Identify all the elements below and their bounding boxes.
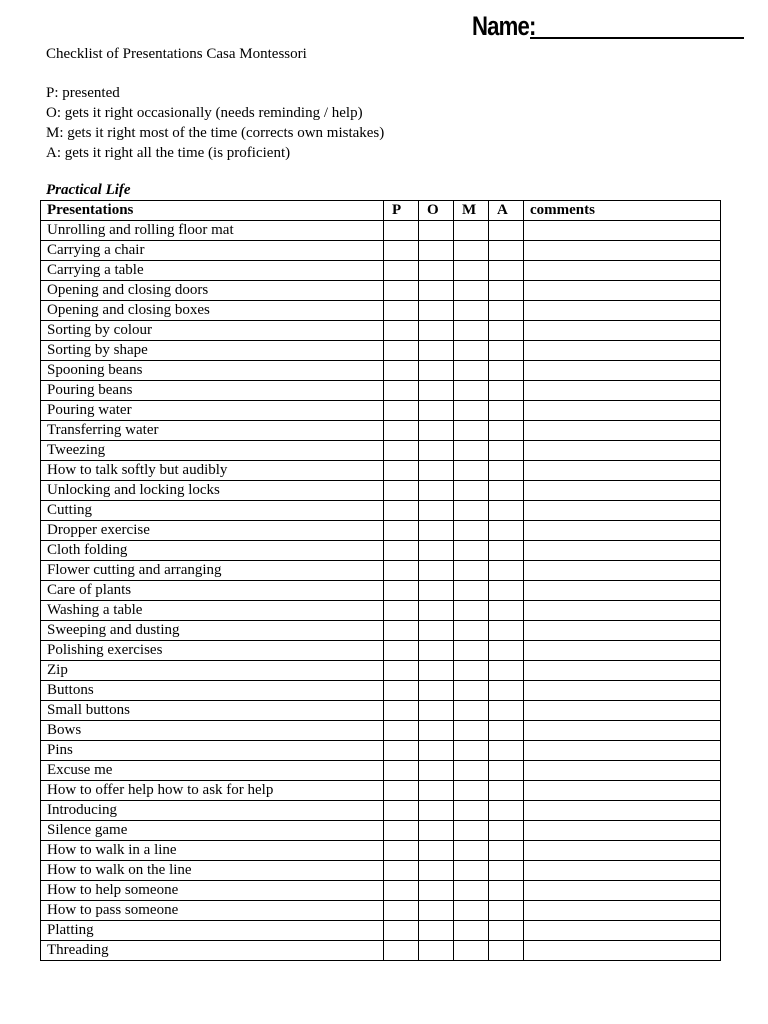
table-row: [41, 461, 721, 481]
checkbox-cell-o[interactable]: [419, 541, 454, 561]
checkbox-cell-p[interactable]: [384, 321, 419, 341]
name-label: Name:: [472, 11, 536, 41]
comments-cell[interactable]: [524, 781, 721, 801]
checkbox-cell-o[interactable]: [419, 281, 454, 301]
checkbox-cell-m[interactable]: [454, 541, 489, 561]
table-row: [41, 661, 721, 681]
presentation-name: Threading: [41, 941, 384, 961]
comments-cell[interactable]: [524, 241, 721, 261]
presentation-name: Cloth folding: [41, 541, 384, 561]
checkbox-cell-m[interactable]: [454, 681, 489, 701]
presentation-name: Silence game: [41, 821, 384, 841]
presentation-name: How to offer help how to ask for help: [41, 781, 384, 801]
checkbox-cell-p[interactable]: [384, 681, 419, 701]
comments-cell[interactable]: [524, 481, 721, 501]
presentation-name: How to help someone: [41, 881, 384, 901]
presentation-name: Bows: [41, 721, 384, 741]
checkbox-cell-o[interactable]: [419, 381, 454, 401]
checkbox-cell-a[interactable]: [489, 241, 524, 261]
presentation-name: Transferring water: [41, 421, 384, 441]
presentation-name: Opening and closing boxes: [41, 301, 384, 321]
table-row: [41, 801, 721, 821]
comments-cell[interactable]: [524, 661, 721, 681]
presentation-name: Care of plants: [41, 581, 384, 601]
checkbox-cell-o[interactable]: [419, 401, 454, 421]
presentation-name: How to talk softly but audibly: [41, 461, 384, 481]
checkbox-cell-a[interactable]: [489, 261, 524, 281]
checkbox-cell-a[interactable]: [489, 781, 524, 801]
checkbox-cell-o[interactable]: [419, 661, 454, 681]
comments-cell[interactable]: [524, 261, 721, 281]
checkbox-cell-m[interactable]: [454, 501, 489, 521]
checkbox-cell-o[interactable]: [419, 441, 454, 461]
checkbox-cell-m[interactable]: [454, 401, 489, 421]
comments-cell[interactable]: [524, 441, 721, 461]
comments-cell[interactable]: [524, 461, 721, 481]
checkbox-cell-p[interactable]: [384, 261, 419, 281]
checkbox-cell-p[interactable]: [384, 401, 419, 421]
comments-cell[interactable]: [524, 561, 721, 581]
column-header-presentations: Presentations: [41, 201, 384, 221]
table-row: [41, 301, 721, 321]
presentation-name: Pins: [41, 741, 384, 761]
checkbox-cell-m[interactable]: [454, 481, 489, 501]
table-row: [41, 561, 721, 581]
checkbox-cell-m[interactable]: [454, 281, 489, 301]
table-row: [41, 501, 721, 521]
legend-item-a: A: gets it right all the time (is proficient): [46, 145, 291, 161]
table-row: [41, 521, 721, 541]
presentation-name: Pouring water: [41, 401, 384, 421]
comments-cell[interactable]: [524, 881, 721, 901]
comments-cell[interactable]: [524, 601, 721, 621]
column-header-o: O: [419, 201, 454, 221]
comments-cell[interactable]: [524, 801, 721, 821]
checkbox-cell-p[interactable]: [384, 921, 419, 941]
checkbox-cell-m[interactable]: [454, 241, 489, 261]
presentation-name: Sorting by colour: [41, 321, 384, 341]
checkbox-cell-a[interactable]: [489, 621, 524, 641]
checkbox-cell-o[interactable]: [419, 881, 454, 901]
table-row: [41, 861, 721, 881]
table-row: [41, 721, 721, 741]
checkbox-cell-a[interactable]: [489, 481, 524, 501]
checkbox-cell-a[interactable]: [489, 841, 524, 861]
checkbox-cell-p[interactable]: [384, 841, 419, 861]
comments-cell[interactable]: [524, 501, 721, 521]
presentation-name: Unlocking and locking locks: [41, 481, 384, 501]
comments-cell[interactable]: [524, 581, 721, 601]
comments-cell[interactable]: [524, 281, 721, 301]
comments-cell[interactable]: [524, 821, 721, 841]
table-row: [41, 941, 721, 961]
checkbox-cell-a[interactable]: [489, 701, 524, 721]
checkbox-cell-m[interactable]: [454, 461, 489, 481]
name-field[interactable]: [472, 4, 550, 40]
checkbox-cell-a[interactable]: [489, 601, 524, 621]
checkbox-cell-a[interactable]: [489, 401, 524, 421]
checkbox-cell-a[interactable]: [489, 801, 524, 821]
presentation-name: Washing a table: [41, 601, 384, 621]
checkbox-cell-o[interactable]: [419, 801, 454, 821]
table-row: [41, 841, 721, 861]
table-row: [41, 881, 721, 901]
checkbox-cell-a[interactable]: [489, 681, 524, 701]
section-title: Practical Life: [46, 182, 131, 198]
checkbox-cell-m[interactable]: [454, 761, 489, 781]
table-row: [41, 541, 721, 561]
presentation-name: Spooning beans: [41, 361, 384, 381]
table-row: [41, 221, 721, 241]
legend: [46, 83, 384, 163]
checkbox-cell-o[interactable]: [419, 221, 454, 241]
table-row: [41, 761, 721, 781]
legend-item-m: M: gets it right most of the time (corrects own mistakes): [46, 125, 385, 141]
comments-cell[interactable]: [524, 701, 721, 721]
presentation-name: Introducing: [41, 801, 384, 821]
checkbox-cell-a[interactable]: [489, 941, 524, 961]
checkbox-cell-p[interactable]: [384, 761, 419, 781]
checkbox-cell-o[interactable]: [419, 841, 454, 861]
checkbox-cell-m[interactable]: [454, 941, 489, 961]
checkbox-cell-m[interactable]: [454, 561, 489, 581]
checkbox-cell-m[interactable]: [454, 601, 489, 621]
checkbox-cell-m[interactable]: [454, 261, 489, 281]
comments-cell[interactable]: [524, 681, 721, 701]
table-row: [41, 921, 721, 941]
checkbox-cell-m[interactable]: [454, 861, 489, 881]
checkbox-cell-o[interactable]: [419, 721, 454, 741]
checkbox-cell-m[interactable]: [454, 441, 489, 461]
checkbox-cell-p[interactable]: [384, 881, 419, 901]
checkbox-cell-o[interactable]: [419, 761, 454, 781]
table-row: [41, 241, 721, 261]
checkbox-cell-p[interactable]: [384, 821, 419, 841]
comments-cell[interactable]: [524, 721, 721, 741]
checkbox-cell-o[interactable]: [419, 861, 454, 881]
checkbox-cell-a[interactable]: [489, 441, 524, 461]
table-row: [41, 441, 721, 461]
presentation-name: How to walk in a line: [41, 841, 384, 861]
checkbox-cell-o[interactable]: [419, 501, 454, 521]
table-header-row: [41, 201, 721, 221]
table-row: [41, 741, 721, 761]
comments-cell[interactable]: [524, 641, 721, 661]
presentation-name: How to pass someone: [41, 901, 384, 921]
checkbox-cell-p[interactable]: [384, 421, 419, 441]
checkbox-cell-o[interactable]: [419, 681, 454, 701]
checkbox-cell-m[interactable]: [454, 321, 489, 341]
checkbox-cell-a[interactable]: [489, 221, 524, 241]
checkbox-cell-a[interactable]: [489, 381, 524, 401]
checkbox-cell-m[interactable]: [454, 901, 489, 921]
column-header-m: M: [454, 201, 489, 221]
checklist-table: [40, 200, 721, 961]
comments-cell[interactable]: [524, 861, 721, 881]
checkbox-cell-o[interactable]: [419, 641, 454, 661]
checkbox-cell-p[interactable]: [384, 801, 419, 821]
table-row: [41, 421, 721, 441]
table-row: [41, 641, 721, 661]
checkbox-cell-a[interactable]: [489, 541, 524, 561]
checkbox-cell-p[interactable]: [384, 861, 419, 881]
checkbox-cell-o[interactable]: [419, 361, 454, 381]
table-row: [41, 281, 721, 301]
comments-cell[interactable]: [524, 381, 721, 401]
checkbox-cell-a[interactable]: [489, 461, 524, 481]
checkbox-cell-a[interactable]: [489, 721, 524, 741]
table-row: [41, 601, 721, 621]
checkbox-cell-o[interactable]: [419, 561, 454, 581]
checkbox-cell-p[interactable]: [384, 701, 419, 721]
checkbox-cell-m[interactable]: [454, 341, 489, 361]
comments-cell[interactable]: [524, 741, 721, 761]
checkbox-cell-p[interactable]: [384, 381, 419, 401]
presentation-name: How to walk on the line: [41, 861, 384, 881]
checkbox-cell-p[interactable]: [384, 601, 419, 621]
checkbox-cell-a[interactable]: [489, 741, 524, 761]
checkbox-cell-m[interactable]: [454, 361, 489, 381]
checkbox-cell-o[interactable]: [419, 781, 454, 801]
checkbox-cell-m[interactable]: [454, 701, 489, 721]
presentation-name: Buttons: [41, 681, 384, 701]
column-header-a: A: [489, 201, 524, 221]
checkbox-cell-o[interactable]: [419, 461, 454, 481]
presentation-name: Zip: [41, 661, 384, 681]
comments-cell[interactable]: [524, 761, 721, 781]
checkbox-cell-o[interactable]: [419, 741, 454, 761]
comments-cell[interactable]: [524, 941, 721, 961]
presentation-name: Excuse me: [41, 761, 384, 781]
table-row: [41, 581, 721, 601]
checkbox-cell-p[interactable]: [384, 361, 419, 381]
presentation-name: Pouring beans: [41, 381, 384, 401]
comments-cell[interactable]: [524, 321, 721, 341]
checkbox-cell-o[interactable]: [419, 581, 454, 601]
checkbox-cell-o[interactable]: [419, 601, 454, 621]
checkbox-cell-p[interactable]: [384, 721, 419, 741]
table-row: [41, 901, 721, 921]
comments-cell[interactable]: [524, 421, 721, 441]
checkbox-cell-o[interactable]: [419, 301, 454, 321]
table-row: [41, 381, 721, 401]
checkbox-cell-m[interactable]: [454, 581, 489, 601]
table-row: [41, 341, 721, 361]
presentation-name: Small buttons: [41, 701, 384, 721]
comments-cell[interactable]: [524, 901, 721, 921]
checkbox-cell-a[interactable]: [489, 581, 524, 601]
comments-cell[interactable]: [524, 621, 721, 641]
checkbox-cell-p[interactable]: [384, 781, 419, 801]
checkbox-cell-a[interactable]: [489, 901, 524, 921]
checkbox-cell-p[interactable]: [384, 661, 419, 681]
presentation-name: Carrying a chair: [41, 241, 384, 261]
checkbox-cell-a[interactable]: [489, 821, 524, 841]
checkbox-cell-o[interactable]: [419, 421, 454, 441]
checkbox-cell-m[interactable]: [454, 521, 489, 541]
checkbox-cell-a[interactable]: [489, 861, 524, 881]
presentation-name: Opening and closing doors: [41, 281, 384, 301]
presentation-name: Cutting: [41, 501, 384, 521]
checkbox-cell-m[interactable]: [454, 621, 489, 641]
checkbox-cell-p[interactable]: [384, 341, 419, 361]
checkbox-cell-o[interactable]: [419, 241, 454, 261]
table-row: [41, 821, 721, 841]
table-row: [41, 701, 721, 721]
name-blank-line[interactable]: [530, 37, 744, 39]
checkbox-cell-a[interactable]: [489, 301, 524, 321]
checkbox-cell-o[interactable]: [419, 901, 454, 921]
comments-cell[interactable]: [524, 221, 721, 241]
checkbox-cell-p[interactable]: [384, 461, 419, 481]
checkbox-cell-m[interactable]: [454, 821, 489, 841]
table-row: [41, 261, 721, 281]
presentation-name: Flower cutting and arranging: [41, 561, 384, 581]
comments-cell[interactable]: [524, 521, 721, 541]
comments-cell[interactable]: [524, 841, 721, 861]
table-row: [41, 481, 721, 501]
table-row: [41, 401, 721, 421]
checkbox-cell-o[interactable]: [419, 821, 454, 841]
checkbox-cell-p[interactable]: [384, 901, 419, 921]
checkbox-cell-a[interactable]: [489, 641, 524, 661]
comments-cell[interactable]: [524, 401, 721, 421]
presentation-name: Platting: [41, 921, 384, 941]
checkbox-cell-m[interactable]: [454, 301, 489, 321]
document-title: Checklist of Presentations Casa Montessori: [46, 46, 307, 62]
checkbox-cell-a[interactable]: [489, 561, 524, 581]
comments-cell[interactable]: [524, 921, 721, 941]
checkbox-cell-a[interactable]: [489, 281, 524, 301]
table-row: [41, 781, 721, 801]
checkbox-cell-m[interactable]: [454, 881, 489, 901]
checkbox-cell-m[interactable]: [454, 641, 489, 661]
checkbox-cell-p[interactable]: [384, 521, 419, 541]
checkbox-cell-p[interactable]: [384, 281, 419, 301]
checkbox-cell-p[interactable]: [384, 941, 419, 961]
checkbox-cell-a[interactable]: [489, 881, 524, 901]
legend-item-p: P: presented: [46, 85, 120, 101]
presentation-name: Dropper exercise: [41, 521, 384, 541]
checkbox-cell-p[interactable]: [384, 641, 419, 661]
checkbox-cell-m[interactable]: [454, 381, 489, 401]
checkbox-cell-m[interactable]: [454, 741, 489, 761]
checkbox-cell-o[interactable]: [419, 341, 454, 361]
checkbox-cell-m[interactable]: [454, 221, 489, 241]
column-header-comments: comments: [524, 201, 721, 221]
checkbox-cell-p[interactable]: [384, 221, 419, 241]
column-header-p: P: [384, 201, 419, 221]
checkbox-cell-p[interactable]: [384, 621, 419, 641]
comments-cell[interactable]: [524, 541, 721, 561]
checkbox-cell-m[interactable]: [454, 841, 489, 861]
checkbox-cell-p[interactable]: [384, 581, 419, 601]
table-row: [41, 621, 721, 641]
checkbox-cell-p[interactable]: [384, 741, 419, 761]
comments-cell[interactable]: [524, 361, 721, 381]
comments-cell[interactable]: [524, 301, 721, 321]
presentation-name: Unrolling and rolling floor mat: [41, 221, 384, 241]
checkbox-cell-p[interactable]: [384, 241, 419, 261]
checkbox-cell-a[interactable]: [489, 501, 524, 521]
checkbox-cell-p[interactable]: [384, 441, 419, 461]
checkbox-cell-o[interactable]: [419, 941, 454, 961]
checkbox-cell-a[interactable]: [489, 521, 524, 541]
presentation-name: Carrying a table: [41, 261, 384, 281]
checkbox-cell-p[interactable]: [384, 481, 419, 501]
checkbox-cell-o[interactable]: [419, 701, 454, 721]
checkbox-cell-m[interactable]: [454, 661, 489, 681]
checkbox-cell-p[interactable]: [384, 501, 419, 521]
checkbox-cell-o[interactable]: [419, 321, 454, 341]
checkbox-cell-a[interactable]: [489, 761, 524, 781]
checkbox-cell-m[interactable]: [454, 781, 489, 801]
checkbox-cell-p[interactable]: [384, 541, 419, 561]
checkbox-cell-m[interactable]: [454, 921, 489, 941]
table-row: [41, 321, 721, 341]
checkbox-cell-a[interactable]: [489, 361, 524, 381]
comments-cell[interactable]: [524, 341, 721, 361]
checkbox-cell-p[interactable]: [384, 561, 419, 581]
table-row: [41, 361, 721, 381]
presentation-name: Polishing exercises: [41, 641, 384, 661]
presentation-name: Sorting by shape: [41, 341, 384, 361]
checkbox-cell-p[interactable]: [384, 301, 419, 321]
checkbox-cell-m[interactable]: [454, 801, 489, 821]
checkbox-cell-o[interactable]: [419, 921, 454, 941]
presentation-name: Tweezing: [41, 441, 384, 461]
legend-item-o: O: gets it right occasionally (needs reminding / help): [46, 105, 363, 121]
checkbox-cell-a[interactable]: [489, 921, 524, 941]
checkbox-cell-a[interactable]: [489, 321, 524, 341]
table-row: [41, 681, 721, 701]
checkbox-cell-a[interactable]: [489, 661, 524, 681]
presentation-name: Sweeping and dusting: [41, 621, 384, 641]
checkbox-cell-a[interactable]: [489, 341, 524, 361]
checkbox-cell-m[interactable]: [454, 421, 489, 441]
checkbox-cell-a[interactable]: [489, 421, 524, 441]
checkbox-cell-o[interactable]: [419, 261, 454, 281]
checkbox-cell-o[interactable]: [419, 621, 454, 641]
checkbox-cell-m[interactable]: [454, 721, 489, 741]
checkbox-cell-o[interactable]: [419, 481, 454, 501]
checkbox-cell-o[interactable]: [419, 521, 454, 541]
